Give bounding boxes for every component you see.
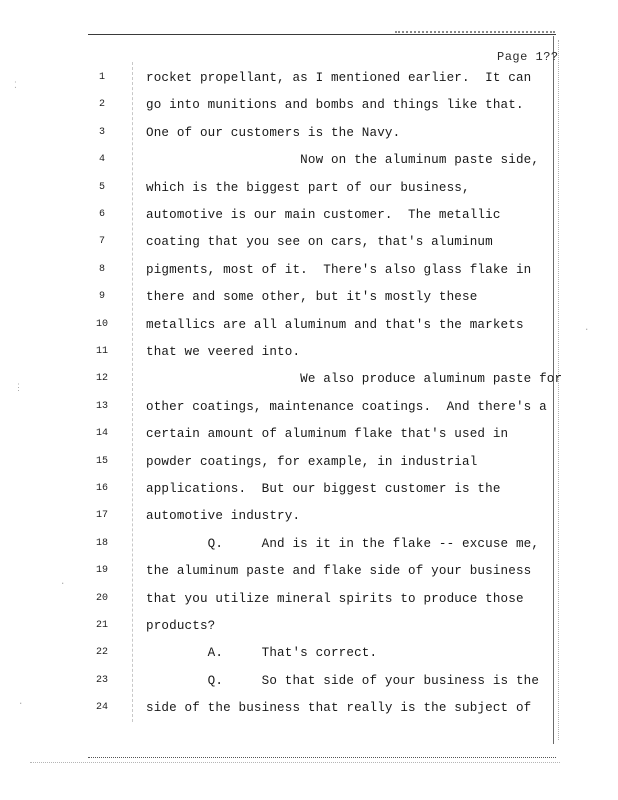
line-text: other coatings, maintenance coatings. And there's a: [146, 399, 547, 414]
line-number: 10: [95, 318, 108, 330]
line-text: applications. But our biggest customer is the: [146, 482, 501, 496]
transcript-line: [0, 589, 618, 609]
transcript-line: [0, 178, 618, 198]
scan-speck: ·: [584, 325, 590, 335]
transcript-line: [0, 260, 618, 280]
top-rule-noise: [395, 31, 555, 33]
line-number: 2: [98, 99, 105, 111]
transcript-line: [0, 68, 618, 88]
scan-speck: ·: [18, 699, 24, 709]
transcript-line: [0, 287, 618, 307]
transcript-line: [0, 205, 618, 225]
line-text: the aluminum paste and flake side of your business: [146, 564, 532, 579]
scan-speck: ·: [60, 579, 66, 589]
line-number: 3: [98, 126, 105, 138]
line-text: certain amount of aluminum flake that's used in: [146, 427, 509, 442]
line-text: metallics are all aluminum and that's the markets: [146, 317, 524, 332]
line-text: We also produce aluminum paste for: [146, 372, 563, 387]
line-number: 20: [95, 592, 108, 604]
line-text: automotive is our main customer. The metallic: [146, 208, 501, 222]
bottom-rule-noise: [30, 762, 560, 763]
line-text: Now on the aluminum paste side,: [146, 153, 540, 168]
line-number: 5: [98, 181, 105, 193]
transcript-line: [0, 397, 618, 417]
line-text: that we veered into.: [146, 345, 301, 359]
line-number: 9: [98, 291, 105, 303]
line-text: pigments, most of it. There's also glass flake in: [146, 262, 532, 277]
transcript-line: [0, 369, 618, 389]
scan-speck: ⁚: [14, 81, 17, 91]
line-text: go into munitions and bombs and things like that.: [146, 98, 524, 113]
line-number: 23: [95, 674, 108, 686]
line-text: rocket propellant, as I mentioned earlier. It can: [146, 71, 532, 85]
transcript-line: [0, 698, 618, 718]
transcript-line: [0, 123, 618, 143]
line-text: which is the biggest part of our business,: [146, 180, 470, 195]
line-number: 13: [95, 400, 108, 412]
line-text: automotive industry.: [146, 509, 301, 524]
transcript-line: [0, 315, 618, 335]
transcript-line: [0, 616, 618, 636]
line-number: 17: [95, 510, 108, 522]
line-number: 12: [95, 373, 108, 385]
top-rule: [88, 34, 556, 35]
transcript-line: [0, 232, 618, 252]
transcript-line: [0, 452, 618, 472]
line-text: Q. So that side of your business is the: [146, 673, 540, 688]
page-number: Page 1??: [497, 50, 559, 64]
transcript-line: [0, 506, 618, 526]
transcript-line: [0, 643, 618, 663]
line-text: coating that you see on cars, that's aluminum: [146, 235, 493, 250]
line-number: 14: [95, 428, 108, 440]
line-number: 1: [98, 72, 105, 83]
transcript-line: [0, 479, 618, 499]
line-text: A. That's correct.: [146, 646, 378, 661]
transcript-line: [0, 424, 618, 444]
bottom-rule: [88, 757, 556, 758]
line-text: powder coatings, for example, in industrial: [146, 454, 478, 469]
scan-speck: ⋮: [14, 383, 23, 393]
line-text: products?: [146, 619, 216, 633]
line-number: 18: [95, 537, 108, 549]
line-number: 24: [95, 702, 108, 714]
line-text: that you utilize mineral spirits to produce those: [146, 591, 524, 606]
transcript-line: [0, 561, 618, 581]
line-number: 19: [95, 565, 108, 577]
line-number: 22: [95, 647, 108, 659]
line-text: side of the business that really is the subject of: [146, 701, 532, 716]
line-number: 15: [95, 455, 108, 467]
line-text: One of our customers is the Navy.: [146, 125, 401, 140]
line-number: 8: [98, 263, 105, 275]
line-number: 16: [95, 483, 108, 494]
line-number: 7: [98, 236, 105, 248]
transcript-line: [0, 534, 618, 554]
line-text: there and some other, but it's mostly these: [146, 290, 478, 305]
transcript-line: [0, 342, 618, 362]
transcript-line: [0, 150, 618, 170]
transcript-line: [0, 95, 618, 115]
line-number: 6: [98, 209, 105, 220]
line-number: 21: [95, 620, 108, 631]
transcript-line: [0, 671, 618, 691]
line-text: Q. And is it in the flake -- excuse me,: [146, 536, 540, 551]
line-number: 4: [98, 154, 105, 166]
line-number: 11: [95, 346, 108, 357]
